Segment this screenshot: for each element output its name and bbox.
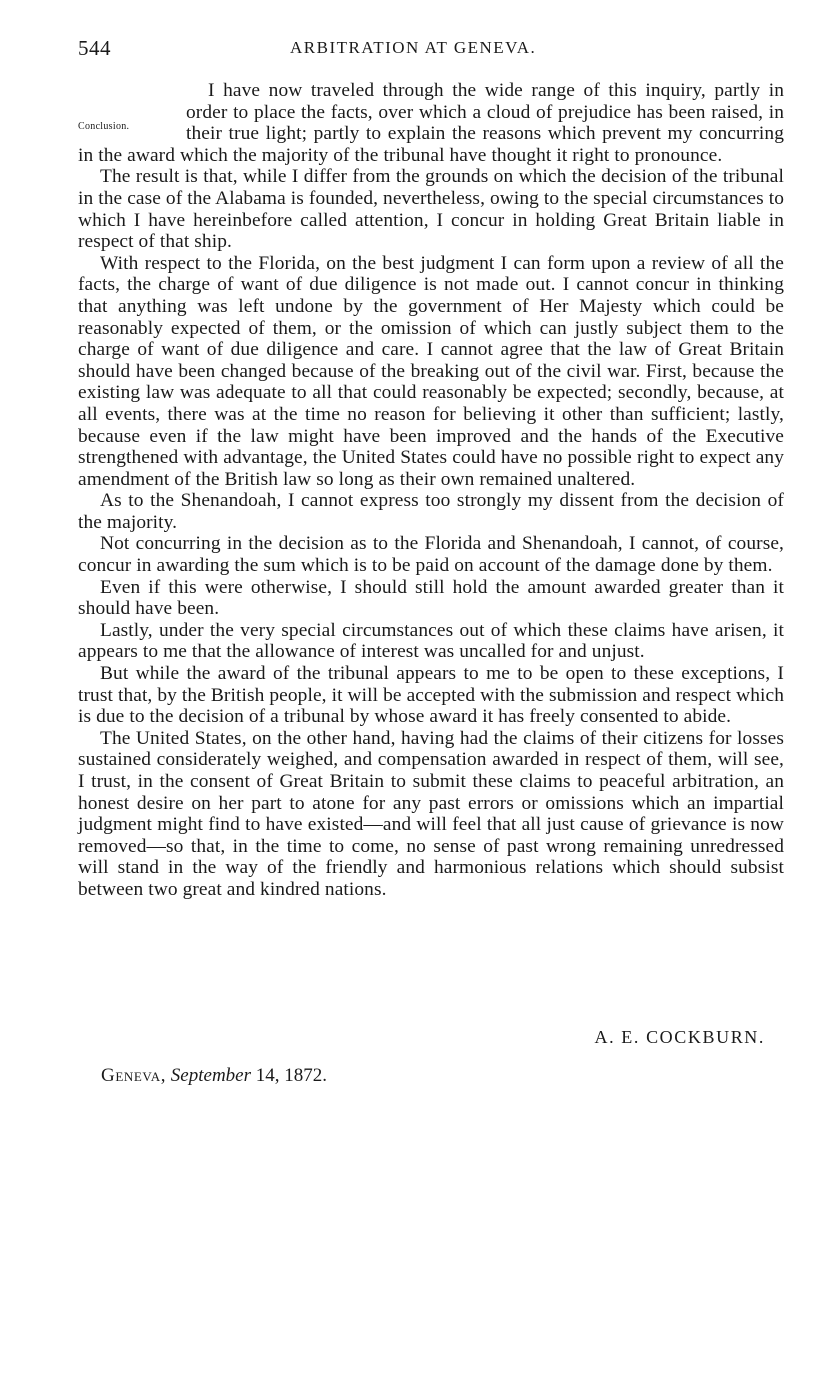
- page-number: 544: [78, 36, 111, 60]
- paragraph-conclusion: I have now traveled through the wide range of this inquiry, partly in order to place the facts, over which a cloud of prejudice has been raised, in their true light; partly to explain the reasons which prevent my concurring in the award which the majority of the tribunal have thought it right to pronounce.: [78, 80, 784, 166]
- signature: A. E. COCKBURN.: [594, 1027, 765, 1047]
- margin-note: Conclusion.: [78, 121, 130, 132]
- margin-note-spacer: [78, 102, 186, 145]
- dateline-month: September: [170, 1065, 251, 1086]
- body-text: [78, 80, 784, 901]
- paragraph-florida: With respect to the Florida, on the best judgment I can form upon a review of all the facts, the charge of want of due diligence is not made out. I cannot concur in thinking that anything was left undone by the government of Her Majesty which could be reasonably expected of them, or the omission of which can justly subject them to the charge of want of due diligence and care. I cannot agree that the law of Great Britain should have been changed because of the breaking out of the civil war. First, because the existing law was adequate to all that could reasonably be expected; secondly, because, at all events, there was at the time no reason for believing it other than sufficient; lastly, because even if the law might have been improved and the hands of the Executive strengthened with advantage, the United States could have no possible right to expect any amendment of the British law so long as their own remained unaltered.: [78, 252, 784, 490]
- dateline-place: Geneva,: [101, 1065, 167, 1086]
- paragraph-interest: Lastly, under the very special circumstances out of which these claims have arisen, it appears to me that the allowance of interest was uncalled for and unjust.: [78, 619, 784, 663]
- paragraph-shenandoah: As to the Shenandoah, I cannot express too strongly my dissent from the decision of the majority.: [78, 490, 784, 533]
- paragraph-alabama: The result is that, while I differ from the grounds on which the decision of the tribunal in the case of the Alabama is founded, nevertheless, owing to the special circumstances to which I have hereinbefore called attention, I concur in holding Great Britain liable in respect of that ship.: [78, 166, 784, 253]
- dateline-date: 14, 1872.: [255, 1065, 327, 1086]
- paragraph-award-sum: Not concurring in the decision as to the Florida and Shenandoah, I cannot, of course, concur in awarding the sum which is to be paid on account of the damage done by them.: [78, 533, 784, 577]
- running-head: ARBITRATION AT GENEVA.: [290, 38, 537, 57]
- paragraph-united-states: The United States, on the other hand, having had the claims of their citizens for losses sustained considerately weighed, and compensation awarded in respect of them, will see, I trust, in the consent of Great Britain to submit these claims to peaceful arbitration, an honest desire on her part to atone for any past errors or omissions which an impartial judgment might find to have existed—and will feel that all just cause of grievance is now removed—so that, in the time to come, no sense of past wrong remaining unredressed will stand in the way of the friendly and harmonious relations which should subsist between two great and kindred nations.: [78, 727, 784, 900]
- paragraph-amount: Even if this were otherwise, I should still hold the amount awarded greater than it should have been.: [78, 576, 784, 620]
- paragraph-acceptance: But while the award of the tribunal appears to me to be open to these exceptions, I trust that, by the British people, it will be accepted with the submission and respect which is due to the decision of a tribunal by whose award it has freely consented to abide.: [78, 663, 784, 728]
- dateline: [101, 1065, 327, 1087]
- page-header: [78, 36, 784, 66]
